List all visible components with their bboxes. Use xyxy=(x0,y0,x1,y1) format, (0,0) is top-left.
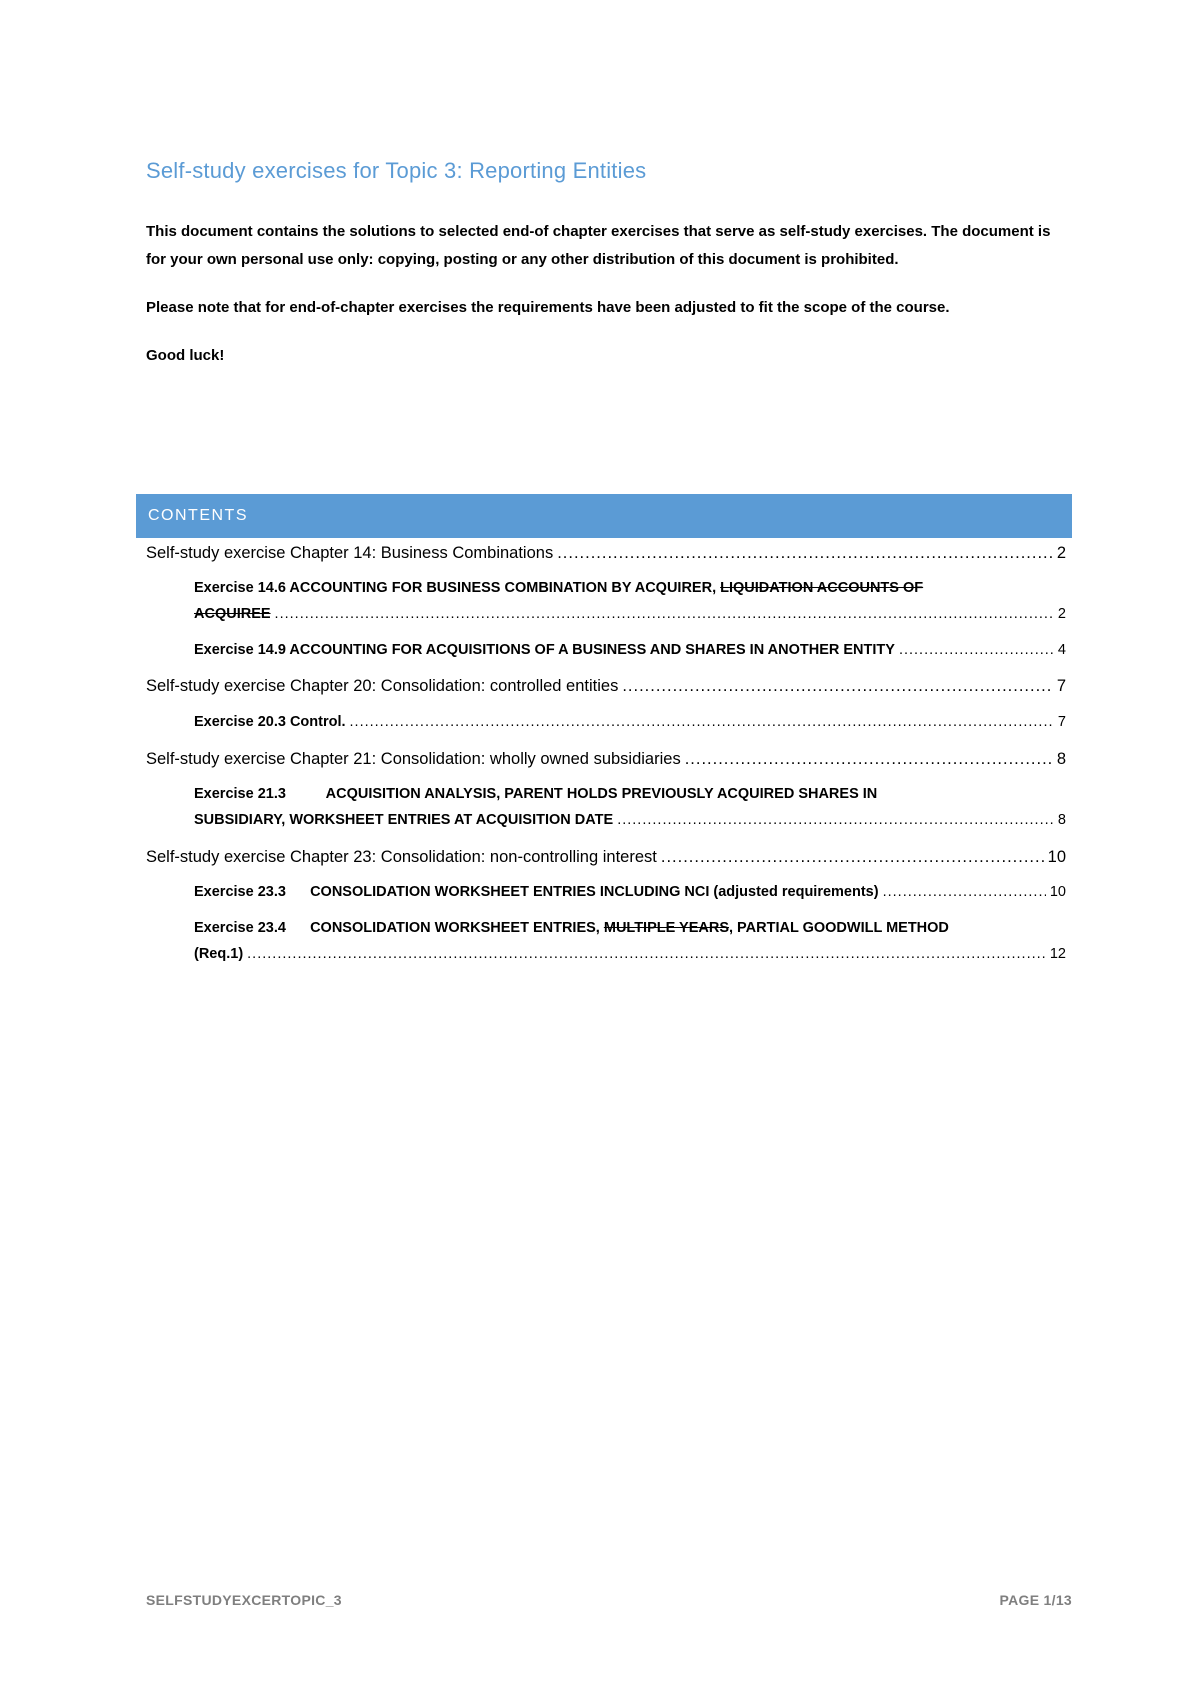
toc-page-number: 4 xyxy=(1057,642,1066,658)
toc-leader-dots xyxy=(350,714,1054,730)
intro-paragraph-1: This document contains the solutions to selected end-of chapter exercises that serve as self-study exercises. The document is for your own personal use only: copying, posting or any other distribution of this document is prohibited. xyxy=(146,223,1051,268)
toc-entry-label: Self-study exercise Chapter 23: Consolidation: non-controlling interest xyxy=(146,848,657,866)
toc-entry-exercise-14-6-line2[interactable] xyxy=(194,606,1066,622)
toc-entry-label: Exercise 14.9 ACCOUNTING FOR ACQUISITIONS OF A BUSINESS AND SHARES IN ANOTHER ENTITY xyxy=(194,642,895,658)
toc-entry-exercise-20-3[interactable] xyxy=(194,714,1066,730)
document-page xyxy=(146,0,1072,1696)
toc-entry-exercise-14-9[interactable] xyxy=(194,642,1066,658)
toc-leader-dots xyxy=(557,544,1053,563)
toc-page-number: 12 xyxy=(1049,946,1066,962)
toc-leader-dots xyxy=(883,884,1046,900)
toc-page-number: 10 xyxy=(1049,884,1066,900)
toc-entry-chapter-20[interactable] xyxy=(146,677,1066,696)
toc-entry-strikethrough: MULTIPLE YEARS xyxy=(603,920,729,936)
intro-paragraph-3: Good luck! xyxy=(146,347,225,364)
toc-page-number: 2 xyxy=(1056,544,1066,562)
toc-page-number: 10 xyxy=(1047,848,1066,866)
intro-paragraph-2: Please note that for end-of-chapter exercises the requirements have been adjusted to fit the scope of the course. xyxy=(146,299,950,316)
toc-page-number: 8 xyxy=(1057,812,1066,828)
toc-leader-dots xyxy=(685,750,1053,769)
toc-page-number: 2 xyxy=(1057,606,1066,622)
toc-entry-label: Self-study exercise Chapter 21: Consolidation: wholly owned subsidiaries xyxy=(146,750,681,768)
toc-page-number: 8 xyxy=(1056,750,1066,768)
toc-entry-label: Exercise 21.3 ACQUISITION ANALYSIS, PARENT HOLDS PREVIOUSLY ACQUIRED SHARES IN xyxy=(194,786,878,802)
contents-header: CONTENTS xyxy=(136,494,1072,538)
toc-leader-dots xyxy=(661,848,1044,867)
toc-entry-exercise-14-6-line1[interactable] xyxy=(194,580,923,596)
toc-leader-dots xyxy=(247,946,1046,962)
toc-entry-label: Exercise 23.3 CONSOLIDATION WORKSHEET ENTRIES INCLUDING NCI (adjusted requirements) xyxy=(194,884,879,900)
footer-document-id: SELFSTUDYEXCERTOPIC_3 xyxy=(146,1592,342,1608)
toc-page-number: 7 xyxy=(1056,677,1066,695)
toc-entry-chapter-21[interactable] xyxy=(146,750,1066,769)
toc-page-number: 7 xyxy=(1057,714,1066,730)
toc-entry-label: Self-study exercise Chapter 20: Consolidation: controlled entities xyxy=(146,677,619,695)
toc-entry-exercise-21-3-line2[interactable] xyxy=(194,812,1066,828)
toc-entry-chapter-23[interactable] xyxy=(146,848,1066,867)
toc-entry-label: Exercise 23.4 CONSOLIDATION WORKSHEET ENTRIES, xyxy=(194,920,604,936)
toc-entry-exercise-23-4-line2[interactable] xyxy=(194,946,1066,962)
footer-page-number: PAGE 1/13 xyxy=(999,1592,1072,1608)
intro-section xyxy=(146,218,1066,390)
toc-leader-dots xyxy=(275,606,1054,622)
toc-entry-label: (Req.1) xyxy=(194,946,244,962)
toc-entry-exercise-21-3-line1[interactable] xyxy=(194,786,877,802)
toc-entry-exercise-23-4-line1[interactable] xyxy=(194,920,949,936)
toc-entry-strikethrough: ACQUIREE xyxy=(194,606,271,622)
document-title: Self-study exercises for Topic 3: Reporting Entities xyxy=(146,158,647,183)
toc-entry-label: Exercise 20.3 Control. xyxy=(194,714,346,730)
toc-entry-label: SUBSIDIARY, WORKSHEET ENTRIES AT ACQUISITION DATE xyxy=(194,812,614,828)
toc-leader-dots xyxy=(899,642,1054,658)
toc-leader-dots xyxy=(622,677,1052,696)
toc-entry-strikethrough: LIQUIDATION ACCOUNTS OF xyxy=(720,580,924,596)
toc-entry-label: Exercise 14.6 ACCOUNTING FOR BUSINESS COMBINATION BY ACQUIRER, xyxy=(194,580,721,596)
toc-leader-dots xyxy=(617,812,1054,828)
toc-entry-exercise-23-3[interactable] xyxy=(194,884,1066,900)
toc-entry-chapter-14[interactable] xyxy=(146,544,1066,563)
toc-entry-label: Self-study exercise Chapter 14: Business Combinations xyxy=(146,544,554,562)
toc-entry-label-suffix: , PARTIAL GOODWILL METHOD xyxy=(729,920,949,936)
